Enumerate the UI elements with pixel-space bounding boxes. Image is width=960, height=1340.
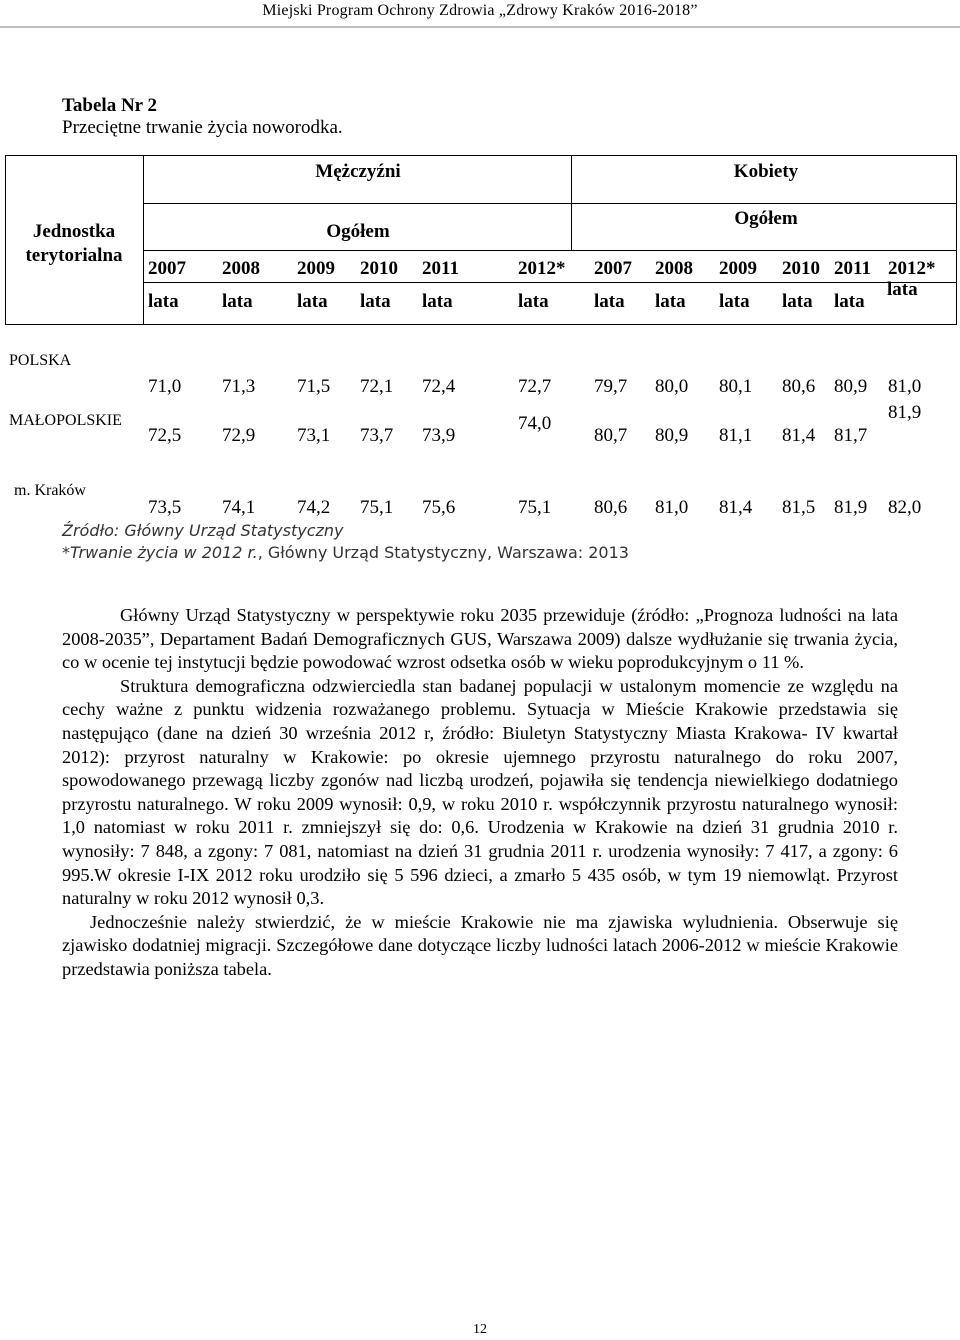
table-caption: Przeciętne trwanie życia noworodka. [62,117,343,138]
header-men-total: Ogółem [326,221,390,242]
table-border-top [5,155,957,156]
cell-women: 80,7 [594,425,628,446]
year-men-2010: 2010 [360,258,398,279]
cell-women: 80,6 [594,497,628,518]
table-note [62,543,629,562]
unit-women-2011: lata [834,291,865,312]
column-header-unit: Jednostka terytorialna [25,221,123,266]
table-note-rest: , Główny Urząd Statystyczny, Warszawa: 2013 [257,543,629,562]
cell-men: 71,5 [297,376,331,397]
year-women-2011: 2011 [834,258,871,279]
unit-men-2008: lata [222,291,253,312]
cell-women: 80,9 [834,376,868,397]
cell-men: 73,7 [360,425,394,446]
table-number: Tabela Nr 2 [62,95,158,116]
unit-women-2009: lata [719,291,750,312]
header-divider-years [143,282,956,283]
cell-men: 75,1 [518,497,552,518]
cell-men: 75,1 [360,497,394,518]
cell-men: 73,5 [148,497,182,518]
cell-women: 81,4 [782,425,816,446]
header-women: Kobiety [733,161,799,182]
row-label: m. Kraków [14,482,86,499]
year-women-2012*: 2012* [888,258,936,279]
header-women-total: Ogółem [734,208,798,229]
cell-men: 75,6 [422,497,456,518]
cell-men: 74,0 [518,413,552,434]
cell-women: 81,9 [834,497,868,518]
year-men-2008: 2008 [222,258,260,279]
year-men-2012*: 2012* [518,258,566,279]
unit-men-2009: lata [297,291,328,312]
unit-women-2010: lata [782,291,813,312]
cell-women: 81,5 [782,497,816,518]
cell-women: 81,0 [655,497,689,518]
year-men-2009: 2009 [297,258,335,279]
document-header: Miejski Program Ochrony Zdrowia „Zdrowy Kraków 2016-2018” [262,2,698,19]
cell-men: 74,2 [297,497,331,518]
year-men-2011: 2011 [422,258,459,279]
paragraph-2: Struktura demograficzna odzwierciedla stan badanej populacji w ustalonym momencie ze względu na cechy ważne z punktu widzenia rozważanego problemu. Sytuacja w Mieście Krakowie przedstawia się następująco (dane na dzień 30 września 2012 r, źródło: Biuletyn Statystyczny Miasta Krakowa- IV kwartał 2012): przyrost naturalny w Krakowie: po okresie ujemnego przyrostu naturalnego do roku 2007, spowodowanego przewagą liczby zgonów nad liczbą urodzeń, pojawiła się tendencja niewielkiego dodatniego przyrostu naturalnego. W roku 2009 wynosił: 0,9, w roku 2010 r. współczynnik przyrostu naturalnego wynosił: 1,0 natomiast w roku 2011 r. zmniejszył się do: 0,6. Urodzenia w Krakowie na dzień 31 grudnia 2010 r. wynosiły: 7 848, a zgony: 7 081, natomiast na dzień 31 grudnia 2011 r. urodzenia wynosiły: 7 417, a zgony: 6 995.W okresie I-IX 2012 roku urodziło się 5 596 dzieci, a zmarło 5 435 osób, w tym 19 niemowląt. Przyrost naturalny w roku 2012 wynosił 0,3. [62,675,898,909]
cell-men: 72,4 [422,376,456,397]
unit-men-2012*: lata [518,291,549,312]
cell-men: 72,5 [148,425,182,446]
cell-men: 72,1 [360,376,394,397]
col-divider-unit [143,155,144,325]
unit-men-2010: lata [360,291,391,312]
cell-men: 73,1 [297,425,331,446]
cell-men: 73,9 [422,425,456,446]
year-women-2007: 2007 [594,258,632,279]
unit-women-2008: lata [655,291,686,312]
unit-men-2011: lata [422,291,453,312]
cell-women: 79,7 [594,376,628,397]
paragraph-1: Główny Urząd Statystyczny w perspektywie roku 2035 przewiduje (źródło: „Prognoza ludności na lata 2008-2035”, Departament Badań Demograficznych GUS, Warszawa 2009) dalsze wydłużanie się trwania życia, co w ocenie tej instytucji będzie powodować wzrost odsetka osób w wieku poprodukcyjnym o 11 %. [62,605,898,673]
cell-women: 81,4 [719,497,753,518]
table-source: Źródło: Główny Urząd Statystyczny [62,521,344,540]
year-men-2007: 2007 [148,258,186,279]
row-label: POLSKA [9,352,72,369]
table-border-right [956,155,957,325]
paragraph-3: Jednocześnie należy stwierdzić, że w mieście Krakowie nie ma zjawiska wyludnienia. Obserwuje się zjawisko dodatniej migracji. Szczegółowe dane dotyczące liczby ludności latach 2006-2012 w mieście Krakowie przedstawia poniższa tabela. [62,911,898,979]
cell-women: 81,7 [834,425,868,446]
body-text [62,604,898,982]
header-divider-gender [143,203,956,204]
cell-men: 72,7 [518,376,552,397]
row-label: MAŁOPOLSKIE [9,412,122,429]
page-number: 12 [473,1322,487,1337]
year-women-2008: 2008 [655,258,693,279]
cell-women: 80,9 [655,425,689,446]
cell-men: 72,9 [222,425,256,446]
cell-women: 80,1 [719,376,753,397]
unit-women-2007: lata [594,291,625,312]
cell-women: 81,1 [719,425,753,446]
unit-men-2007: lata [148,291,179,312]
cell-women: 81,9 [888,402,922,423]
cell-men: 74,1 [222,497,256,518]
table-note-italic: *Trwanie życia w 2012 r. [62,543,258,562]
year-women-2010: 2010 [782,258,820,279]
header-men: Mężczyźni [315,161,401,182]
cell-women: 80,0 [655,376,689,397]
table-header-bottom [5,324,957,325]
cell-women: 81,0 [888,376,922,397]
life-expectancy-table [0,0,960,600]
cell-men: 71,3 [222,376,256,397]
cell-women: 80,6 [782,376,816,397]
cell-men: 71,0 [148,376,182,397]
year-women-2009: 2009 [719,258,757,279]
header-divider-total [143,250,956,251]
unit-women-2012: lata [887,279,918,300]
cell-women: 82,0 [888,497,922,518]
